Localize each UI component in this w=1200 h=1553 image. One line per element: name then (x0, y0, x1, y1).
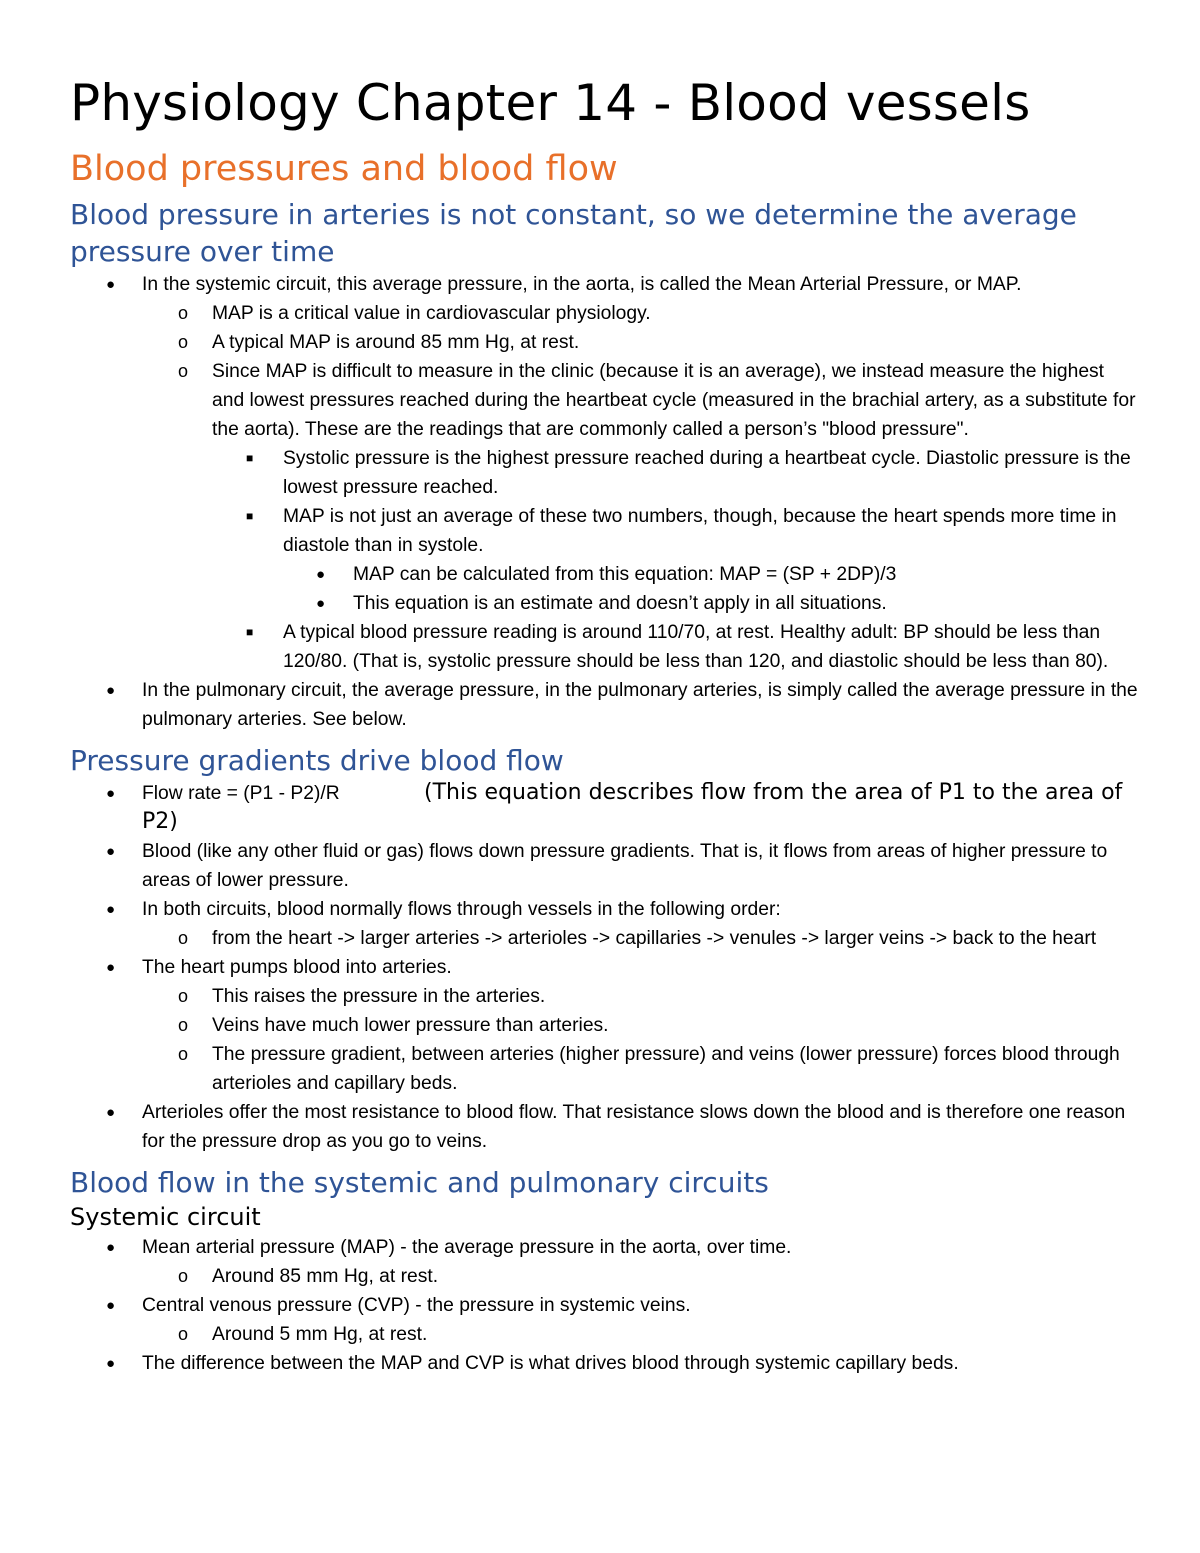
list-item: o Around 85 mm Hg, at rest. (70, 1262, 1140, 1291)
list-item: ● The difference between the MAP and CVP is what drives blood through systemic capillary beds. (70, 1349, 1140, 1378)
subheading-systemic-pulmonary: Blood flow in the systemic and pulmonary circuits (70, 1166, 769, 1199)
list-item: o The pressure gradient, between arteries (higher pressure) and veins (lower pressure) forces blood through arterioles and capillary beds. (70, 1040, 1140, 1098)
list-item: ■ A typical blood pressure reading is around 110/70, at rest. Healthy adult: BP should be less than 120/80. (That is, systolic pressure should be less than 120, and diastolic should be less than 80). (70, 618, 1140, 676)
bullet-marker: o (178, 332, 189, 352)
section-heading-blood-pressures: Blood pressures and blood flow (70, 149, 618, 189)
bullet-marker: ● (106, 1239, 116, 1256)
list-item: ● In the systemic circuit, this average pressure, in the aorta, is called the Mean Arterial Pressure, or MAP. (70, 270, 1140, 299)
bullet-marker: ■ (246, 625, 254, 639)
list-item: ● Mean arterial pressure (MAP) - the average pressure in the aorta, over time. (70, 1233, 1140, 1262)
list-item: ● MAP can be calculated from this equation: MAP = (SP + 2DP)/3 (70, 560, 1140, 589)
list-item: o This raises the pressure in the arteries. (70, 982, 1140, 1011)
bullet-marker: o (178, 1015, 189, 1035)
bullet-marker: ■ (246, 451, 254, 465)
list-item: ■ Systolic pressure is the highest pressure reached during a heartbeat cycle. Diastolic pressure is the lowest pressure reached. (70, 444, 1140, 502)
bullet-marker: ● (106, 843, 116, 860)
bullet-marker: o (178, 303, 189, 323)
list-item: o Around 5 mm Hg, at rest. (70, 1320, 1140, 1349)
list-item: ● In both circuits, blood normally flows through vessels in the following order: (70, 895, 1140, 924)
flow-equation-note: (This equation describes flow from the area of P1 to the area of P2) (142, 780, 1123, 834)
bullet-marker: o (178, 986, 189, 1006)
bullet-marker: o (178, 361, 189, 381)
subheading-average-pressure: Blood pressure in arteries is not constant, so we determine the average pressure over time (70, 198, 1077, 268)
list-item: ● The heart pumps blood into arteries. (70, 953, 1140, 982)
bullet-marker: ● (106, 785, 116, 802)
list-item: o Since MAP is difficult to measure in the clinic (because it is an average), we instead measure the highest and lowest pressures reached during the heartbeat cycle (measured in the brachial artery, as a substitute for the aorta). These are the readings that are commonly called a person’s "blood pressure". (70, 357, 1140, 444)
list-item: o Veins have much lower pressure than arteries. (70, 1011, 1140, 1040)
bullet-marker: ● (106, 901, 116, 918)
bullet-marker: o (178, 1044, 189, 1064)
bullet-marker: ■ (246, 509, 254, 523)
bullet-marker: ● (316, 595, 326, 612)
list-item: o A typical MAP is around 85 mm Hg, at rest. (70, 328, 1140, 357)
list-item: ● In the pulmonary circuit, the average pressure, in the pulmonary arteries, is simply called the average pressure in the pulmonary arteries. See below. (70, 676, 1140, 734)
list-item: ● Blood (like any other fluid or gas) flows down pressure gradients. That is, it flows from areas of higher pressure to areas of lower pressure. (70, 837, 1140, 895)
bullet-marker: ● (106, 959, 116, 976)
list-item: ■ MAP is not just an average of these two numbers, though, because the heart spends more time in diastole than in systole. (70, 502, 1140, 560)
document-title: Physiology Chapter 14 - Blood vessels (70, 74, 1031, 132)
list-item: o from the heart -> larger arteries -> arterioles -> capillaries -> venules -> larger veins -> back to the heart (70, 924, 1140, 953)
bullet-marker: ● (106, 1355, 116, 1372)
list-item: ● This equation is an estimate and doesn’t apply in all situations. (70, 589, 1140, 618)
bullet-marker: ● (316, 566, 326, 583)
subheading-pressure-gradients: Pressure gradients drive blood flow (70, 744, 564, 777)
list-item: ● Central venous pressure (CVP) - the pressure in systemic veins. (70, 1291, 1140, 1320)
document-page (70, 68, 1140, 1378)
bullet-marker: o (178, 1324, 189, 1344)
list-item: ● Arterioles offer the most resistance to blood flow. That resistance slows down the blood and is therefore one reason for the pressure drop as you go to veins. (70, 1098, 1140, 1156)
bullet-marker: ● (106, 682, 116, 699)
bullet-marker: ● (106, 1104, 116, 1121)
bullet-marker: o (178, 1266, 189, 1286)
subheading-systemic-circuit: Systemic circuit (70, 1203, 261, 1231)
bullet-marker: ● (106, 1297, 116, 1314)
list-item: o MAP is a critical value in cardiovascular physiology. (70, 299, 1140, 328)
bullet-marker: ● (106, 276, 116, 293)
list-item (70, 779, 1140, 837)
bullet-marker: o (178, 928, 189, 948)
flow-rate-equation: Flow rate = (P1 - P2)/R (142, 783, 340, 804)
